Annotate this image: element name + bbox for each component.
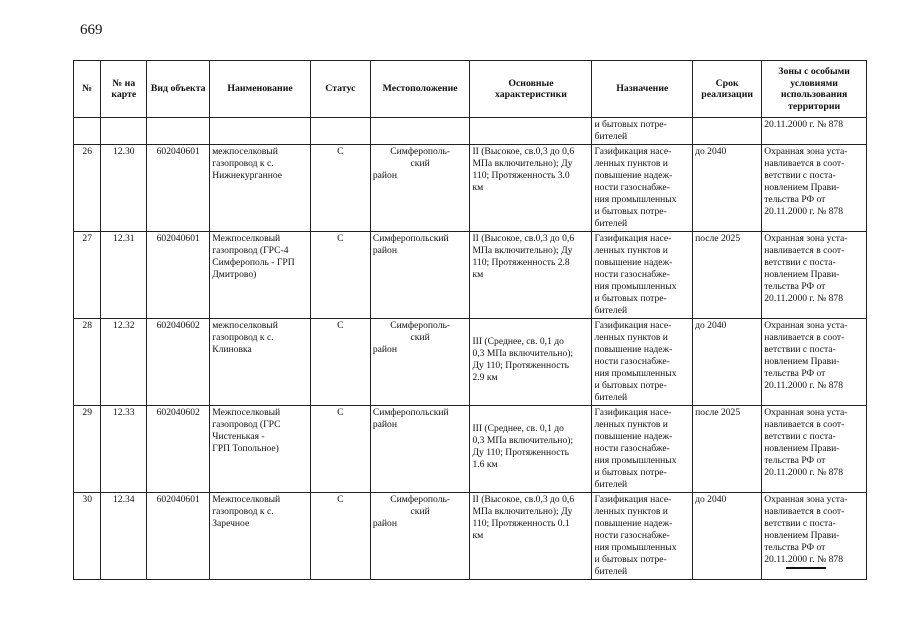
table-cell xyxy=(210,118,311,145)
cell-term: до 2040 xyxy=(693,493,762,580)
cell-number: 27 xyxy=(74,232,101,319)
cell-purpose: Газификация насе- ленных пунктов и повышение надеж- ности газоснабже- ния промышленных и бытовых потре- бителей xyxy=(592,406,693,493)
cell-zones: Охранная зона уста- навливается в соот- ветствии с поста- новлением Прави- тельства РФ от 20.11.2000 г. № 878 xyxy=(762,493,867,580)
cell-map-number: 12.30 xyxy=(101,145,147,232)
location-region: район xyxy=(372,518,397,529)
cell-purpose: Газификация насе- ленных пунктов и повышение надеж- ности газоснабже- ния промышленных и бытовых потре- бителей xyxy=(592,145,693,232)
table-cell xyxy=(310,118,370,145)
objects-table xyxy=(73,60,867,580)
cell-term: после 2025 xyxy=(693,232,762,319)
cell-number: 26 xyxy=(74,145,101,232)
table-row xyxy=(74,406,867,493)
cell-map-number: 12.34 xyxy=(101,493,147,580)
cell-characteristics: II (Высокое, св.0,3 до 0,6 МПа включительно); Ду 110; Протяженность 2.8 км xyxy=(470,232,592,319)
line-mark xyxy=(786,567,826,569)
header-cell: Вид объекта xyxy=(147,61,210,118)
cell-zones: Охранная зона уста- навливается в соот- ветствии с поста- новлением Прави- тельства РФ от 20.11.2000 г. № 878 xyxy=(762,145,867,232)
header-cell: Основные характеристики xyxy=(470,61,592,118)
table-row xyxy=(74,232,867,319)
cell-name: Межпоселковый газопровод (ГРС-4 Симферополь - ГРП Дмитрово) xyxy=(210,232,311,319)
cell-object-kind: 602040602 xyxy=(147,406,210,493)
table-row xyxy=(74,493,867,580)
page-number: 669 xyxy=(80,22,103,38)
location-district: Симферополь- ский xyxy=(390,494,451,517)
header-cell: Назначение xyxy=(592,61,693,118)
cell-map-number: 12.31 xyxy=(101,232,147,319)
cell-object-kind: 602040601 xyxy=(147,145,210,232)
header-cell: Зоны с особыми условиями использования территории xyxy=(762,61,867,118)
cell-name: Межпоселковый газопровод (ГРС Чистенькая - ГРП Топольное) xyxy=(210,406,311,493)
table-cell xyxy=(693,118,762,145)
characteristics-text: III (Среднее, св. 0,1 до 0,3 МПа включительно); Ду 110; Протяженность 1.6 км xyxy=(472,423,574,470)
cell-characteristics xyxy=(470,406,592,493)
table-cell xyxy=(101,118,147,145)
cell-object-kind: 602040602 xyxy=(147,319,210,406)
table-header-row xyxy=(74,61,867,118)
cell-characteristics: II (Высокое, св.0,3 до 0,6 МПа включительно); Ду 110; Протяженность 0.1 км xyxy=(470,493,592,580)
header-cell: Статус xyxy=(310,61,370,118)
cell-name: межпоселковый газопровод к с. Нижнекурганное xyxy=(210,145,311,232)
cell-name: межпоселковый газопровод к с. Клиновка xyxy=(210,319,311,406)
cell-object-kind: 602040601 xyxy=(147,493,210,580)
cell-location xyxy=(370,145,470,232)
location-district: Симферополь- ский xyxy=(390,146,451,169)
table-cell xyxy=(470,118,592,145)
characteristics-text: III (Среднее, св. 0,1 до 0,3 МПа включительно); Ду 110; Протяженность 2.9 км xyxy=(472,336,574,383)
table-row xyxy=(74,319,867,406)
cell-location xyxy=(370,319,470,406)
header-cell: Срок реализации xyxy=(693,61,762,118)
location-region: район xyxy=(372,170,397,181)
table-row xyxy=(74,145,867,232)
cell-number: 30 xyxy=(74,493,101,580)
table-cell-purpose: и бытовых потре- бителей xyxy=(592,118,693,145)
cell-term: до 2040 xyxy=(693,145,762,232)
cell-status: С xyxy=(310,319,370,406)
header-cell: № xyxy=(74,61,101,118)
cell-map-number: 12.33 xyxy=(101,406,147,493)
cell-purpose: Газификация насе- ленных пунктов и повышение надеж- ности газоснабже- ния промышленных и бытовых потре- бителей xyxy=(592,493,693,580)
cell-status: С xyxy=(310,232,370,319)
continuation-row xyxy=(74,118,867,145)
header-cell: № на карте xyxy=(101,61,147,118)
cell-location: Симферопольский район xyxy=(370,232,470,319)
table-cell-zones: 20.11.2000 г. № 878 xyxy=(762,118,867,145)
cell-term: после 2025 xyxy=(693,406,762,493)
cell-status: С xyxy=(310,493,370,580)
cell-status: С xyxy=(310,145,370,232)
cell-zones: Охранная зона уста- навливается в соот- ветствии с поста- новлением Прави- тельства РФ от 20.11.2000 г. № 878 xyxy=(762,406,867,493)
cell-characteristics: II (Высокое, св.0,3 до 0,6 МПа включительно); Ду 110; Протяженность 3.0 км xyxy=(470,145,592,232)
table-cell xyxy=(370,118,470,145)
cell-purpose: Газификация насе- ленных пунктов и повышение надеж- ности газоснабже- ния промышленных и бытовых потре- бителей xyxy=(592,232,693,319)
header-cell: Местоположение xyxy=(370,61,470,118)
cell-characteristics xyxy=(470,319,592,406)
table-cell xyxy=(74,118,101,145)
cell-object-kind: 602040601 xyxy=(147,232,210,319)
location-district: Симферополь- ский xyxy=(390,320,451,343)
cell-term: до 2040 xyxy=(693,319,762,406)
cell-zones: Охранная зона уста- навливается в соот- ветствии с поста- новлением Прави- тельства РФ от 20.11.2000 г. № 878 xyxy=(762,319,867,406)
cell-number: 29 xyxy=(74,406,101,493)
cell-location: Симферопольский район xyxy=(370,406,470,493)
location-region: район xyxy=(372,344,397,355)
cell-purpose: Газификация насе- ленных пунктов и повышение надеж- ности газоснабже- ния промышленных и бытовых потре- бителей xyxy=(592,319,693,406)
table-cell xyxy=(147,118,210,145)
cell-location xyxy=(370,493,470,580)
cell-number: 28 xyxy=(74,319,101,406)
cell-map-number: 12.32 xyxy=(101,319,147,406)
cell-name: Межпоселковый газопровод к с. Заречное xyxy=(210,493,311,580)
cell-zones: Охранная зона уста- навливается в соот- ветствии с поста- новлением Прави- тельства РФ от 20.11.2000 г. № 878 xyxy=(762,232,867,319)
header-cell: Наименование xyxy=(210,61,311,118)
cell-status: С xyxy=(310,406,370,493)
